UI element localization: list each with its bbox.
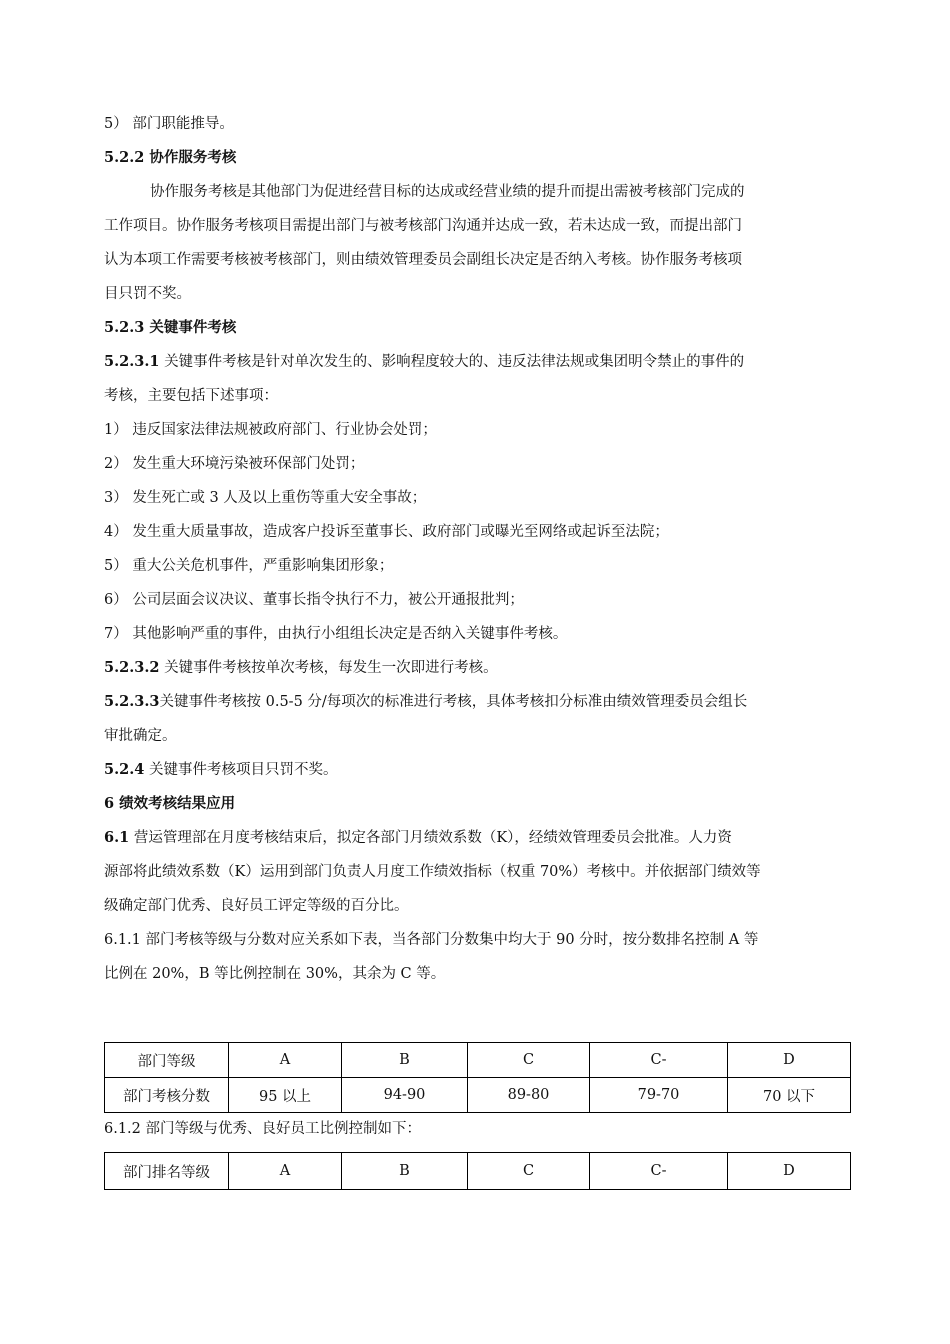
table-cell: C- [590,1153,728,1190]
clause-5-2-3-1 [104,352,849,372]
clause-number: 5.2.3.3 [104,693,160,710]
paragraph-line: 工作项目。协作服务考核项目需提出部门与被考核部门沟通并达成一致，若未达成一致，而提出部门 [104,218,742,234]
clause-number: 6.1 [104,829,130,846]
table-cell: C [468,1153,590,1190]
table-row [105,1043,851,1078]
table-cell: A [229,1043,342,1078]
table-cell: 79-70 [590,1078,728,1113]
clause-number: 5.2.3.1 [104,353,160,370]
clause-text: 关键事件考核按单次考核，每发生一次即进行考核。 [159,660,498,676]
section-heading-6: 6 绩效考核结果应用 [104,795,236,812]
clause-number: 5.2.3.2 [104,659,160,676]
paragraph-line: 考核，主要包括下述事项： [104,388,278,404]
clause-text: 关键事件考核按 0.5-5 分/每项次的标准进行考核，具体考核扣分标准由绩效管理委员会组长 [159,694,748,710]
section-heading-5-2-3: 5.2.3 关键事件考核 [104,319,237,336]
table-row [105,1153,851,1190]
clause-5-2-3-3 [104,692,849,712]
list-item-3: 3） 发生死亡或 3 人及以上重伤等重大安全事故； [104,490,427,506]
list-item-2: 2） 发生重大环境污染被环保部门处罚； [104,456,365,472]
table-cell: 70 以下 [728,1078,851,1113]
table-row [105,1078,851,1113]
list-item-5b: 5） 重大公关危机事件，严重影响集团形象； [104,558,394,574]
paragraph-line: 审批确定。 [104,728,177,744]
table-cell: 94-90 [342,1078,468,1113]
table-cell: D [728,1043,851,1078]
paragraph-line: 级确定部门优秀、良好员工评定等级的百分比。 [104,898,409,914]
paragraph-line: 协作服务考核是其他部门为促进经营目标的达成或经营业绩的提升而提出需被考核部门完成的 [150,184,745,200]
list-item-1: 1） 违反国家法律法规被政府部门、行业协会处罚； [104,422,437,438]
clause-text: 关键事件考核是针对单次发生的、影响程度较大的、违反法律法规或集团明令禁止的事件的 [159,354,745,370]
table-cell: B [342,1153,468,1190]
clause-5-2-3-2 [104,658,849,678]
table-cell: 部门考核分数 [105,1078,229,1113]
paragraph-line: 6.1.1 部门考核等级与分数对应关系如下表，当各部门分数集中均大于 90 分时，按分数排名控制 A 等 [104,932,759,948]
paragraph-line: 比例在 20%，B 等比例控制在 30%，其余为 C 等。 [104,966,446,982]
table-cell: D [728,1153,851,1190]
clause-text: 关键事件考核项目只罚不奖。 [144,762,338,778]
section-heading-5-2-2: 5.2.2 协作服务考核 [104,149,237,166]
clause-text: 营运管理部在月度考核结束后，拟定各部门月绩效系数（K），经绩效管理委员会批准。人力资 [129,830,732,846]
table-cell: 部门排名等级 [105,1153,229,1190]
table-cell: 89-80 [468,1078,590,1113]
clause-5-2-4 [104,760,849,780]
table-cell: A [229,1153,342,1190]
list-item-5: 5） 部门职能推导。 [104,116,234,132]
paragraph-line: 目只罚不奖。 [104,286,191,302]
clause-6-1-2: 6.1.2 部门等级与优秀、良好员工比例控制如下： [104,1121,422,1137]
clause-6-1 [104,828,849,848]
rank-ratio-table [104,1152,851,1190]
paragraph-line: 认为本项工作需要考核被考核部门，则由绩效管理委员会副组长决定是否纳入考核。协作服务考核项 [104,252,742,268]
grade-score-table [104,1042,851,1113]
table-cell: C [468,1043,590,1078]
clause-number: 5.2.4 [104,761,145,778]
list-item-4: 4） 发生重大质量事故，造成客户投诉至董事长、政府部门或曝光至网络或起诉至法院； [104,524,669,540]
table-cell: 95 以上 [229,1078,342,1113]
list-item-6: 6） 公司层面会议决议、董事长指令执行不力，被公开通报批判； [104,592,524,608]
paragraph-line: 源部将此绩效系数（K）运用到部门负责人月度工作绩效指标（权重 70%）考核中。并依据部门绩效等 [104,864,761,880]
list-item-7: 7） 其他影响严重的事件，由执行小组组长决定是否纳入关键事件考核。 [104,626,568,642]
table-cell: B [342,1043,468,1078]
table-cell: 部门等级 [105,1043,229,1078]
table-cell: C- [590,1043,728,1078]
